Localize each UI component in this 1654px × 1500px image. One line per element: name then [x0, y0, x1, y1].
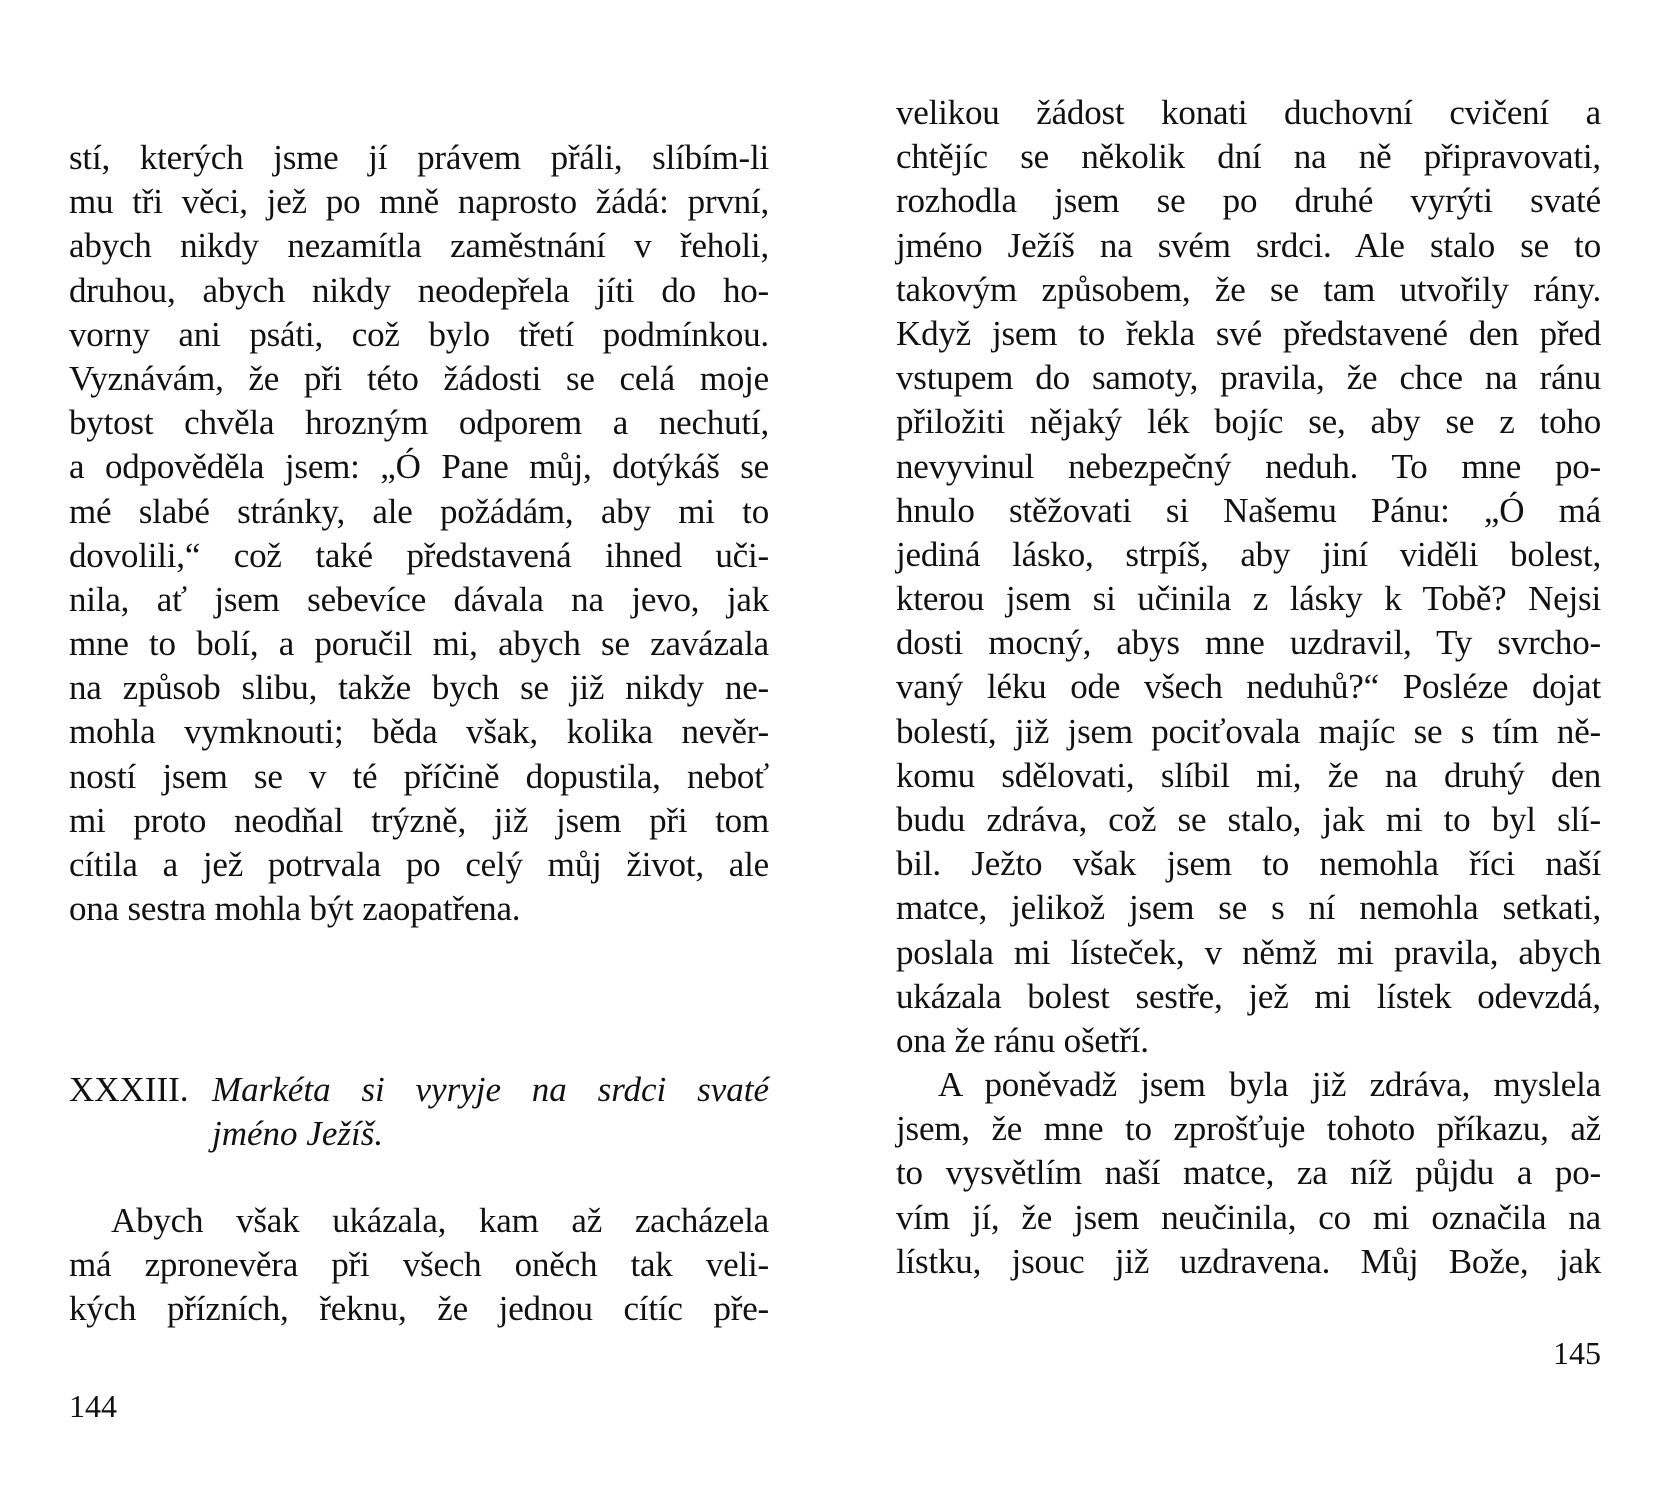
text-line: komu sdělovati, slíbil mi, že na druhý den [896, 755, 1601, 795]
text-line: jméno Ježíš na svém srdci. Ale stalo se to [896, 225, 1601, 265]
text-line: druhou, abych nikdy neodepřela jíti do ho- [69, 270, 769, 310]
chapter-title-line: Markéta si vyryje na srdci svaté [212, 1070, 769, 1109]
text-line: hnulo stěžovati si Našemu Pánu: „Ó má [896, 490, 1601, 530]
text-line: bolestí, již jsem pociťovala majíc se s tím ně- [896, 711, 1601, 751]
text-line: cítila a jež potrvala po celý můj život, ale [69, 845, 769, 884]
text-line: A poněvadž jsem byla již zdráva, myslela [938, 1065, 1601, 1104]
page-number-right: 145 [1553, 1335, 1601, 1371]
text-line: vím jí, že jsem neučinila, co mi označila na [896, 1197, 1601, 1237]
text-line: rozhodla jsem se po druhé vyrýti svaté [896, 181, 1601, 221]
text-line: vstupem do samoty, pravila, že chce na ránu [896, 358, 1601, 398]
text-line: nevyvinul nebezpečný neduh. To mne po- [896, 446, 1601, 486]
text-line: mohla vymknouti; běda však, kolika nevěr- [69, 712, 769, 752]
left-paragraph [69, 1199, 769, 1332]
text-line: ností jsem se v té příčině dopustila, neboť [69, 756, 769, 796]
text-line: velikou žádost konati duchovní cvičení a [896, 93, 1601, 132]
text-line: přiložiti nějaký lék bojíc se, aby se z toho [896, 402, 1601, 442]
left-continued-text [69, 136, 769, 931]
text-line: bil. Ježto však jsem to nemohla říci naší [896, 844, 1601, 884]
text-line: dosti mocný, abys mne uzdravil, Ty svrcho- [896, 623, 1601, 663]
text-line: ona sestra mohla být zaopatřena. [69, 889, 521, 929]
text-line: poslala mi lísteček, v němž mi pravila, abych [896, 932, 1601, 972]
text-line: ukázala bolest sestře, jež mi lístek odevzdá, [896, 976, 1601, 1016]
right-paragraph-2 [896, 1063, 1601, 1284]
text-line: to vysvětlím naší matce, za níž půjdu a po- [896, 1153, 1601, 1193]
text-line: na způsob slibu, takže bych se již nikdy ne- [69, 668, 769, 708]
text-line: mé slabé stránky, ale požádám, aby mi to [69, 491, 769, 531]
text-line: takovým způsobem, že se tam utvořily rány. [896, 269, 1601, 309]
text-line: mne to bolí, a poručil mi, abych se zavázala [69, 624, 769, 664]
text-line: vorny ani psáti, což bylo třetí podmínkou. [69, 314, 769, 354]
text-line: a odpověděla jsem: „Ó Pane můj, dotýkáš se [69, 447, 769, 487]
text-line: kterou jsem si učinila z lásky k Tobě? Nejsi [896, 579, 1601, 619]
text-line: bytost chvěla hrozným odporem a nechutí, [69, 403, 769, 443]
text-line: nila, ať jsem sebevíce dávala na jevo, jak [69, 579, 769, 619]
text-line: budu zdráva, což se stalo, jak mi to byl slí- [896, 800, 1601, 839]
text-line: abych nikdy nezamítla zaměstnání v řeholi, [69, 226, 769, 266]
chapter-title-line: jméno Ježíš. [212, 1114, 384, 1153]
text-line: ona že ránu ošetří. [896, 1020, 1149, 1060]
text-line: jediná lásko, strpíš, aby jiní viděli bolest, [896, 534, 1601, 574]
text-line: Abych však ukázala, kam až zacházela [111, 1201, 769, 1240]
text-line: má zpronevěra při všech oněch tak veli- [69, 1245, 769, 1285]
text-line: stí, kterých jsme jí právem přáli, slíbím-li [69, 138, 769, 177]
right-paragraph-1 [896, 91, 1601, 1063]
text-line: dovolili,“ což také představená ihned uči- [69, 535, 769, 575]
chapter-title [212, 1068, 769, 1156]
chapter-number: XXXIII. [69, 1070, 189, 1109]
right-page [827, 0, 1654, 1500]
text-line: kých přízních, řeknu, že jednou cítíc pře- [69, 1289, 769, 1329]
text-line: Vyznávám, že při této žádosti se celá moje [69, 358, 769, 398]
text-line: mu tři věci, jež po mně naprosto žádá: první, [69, 182, 769, 222]
text-line: mi proto neodňal trýzně, již jsem při tom [69, 800, 769, 840]
text-line: jsem, že mne to zprošťuje tohoto příkazu, až [896, 1109, 1601, 1149]
page-number-left: 144 [69, 1388, 117, 1424]
text-line: chtějíc se několik dní na ně připravovati, [896, 137, 1601, 177]
text-line: Když jsem to řekla své představené den před [896, 313, 1601, 353]
text-line: lístku, jsouc již uzdravena. Můj Bože, jak [896, 1241, 1601, 1281]
text-line: matce, jelikož jsem se s ní nemohla setkati, [896, 888, 1601, 928]
text-line: vaný léku ode všech neduhů?“ Posléze dojat [896, 667, 1601, 707]
